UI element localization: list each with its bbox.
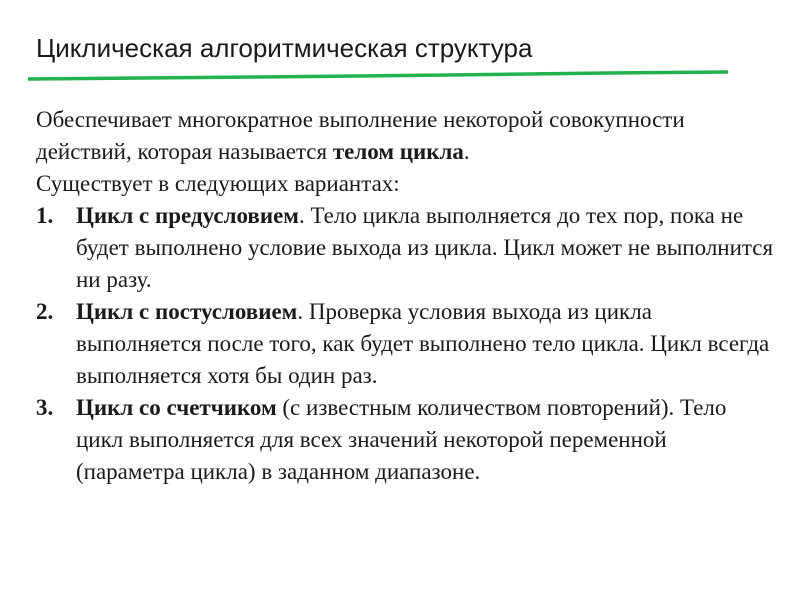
list-item-text: (с известным количеством повторений). Тело цикл выполняется для всех значений некоторой переменной (параметра цикла) в заданном диапазоне. — [76, 395, 727, 484]
intro-paragraph — [36, 104, 776, 168]
slide-title: Циклическая алгоритмическая структура — [36, 33, 533, 63]
list-item-text: . Тело цикла выполняется до тех пор, пока не будет выполнено условие выхода из цикла. Цикл может не выполнится ни разу. — [76, 203, 774, 292]
list-item-number: 3. — [36, 395, 54, 420]
title-underline — [28, 68, 728, 82]
list-item-text: . Проверка условия выхода из цикла выполняется после того, как будет выполнено тело цикла. Цикл всегда выполняется хотя бы один раз. — [76, 299, 770, 388]
intro-end: . — [463, 139, 470, 164]
list-item — [36, 200, 776, 296]
list-item-number: 2. — [36, 299, 54, 324]
list-item — [36, 296, 776, 392]
list-item-title: Цикл с постусловием — [76, 299, 298, 324]
list-item-title: Цикл со счетчиком — [76, 395, 277, 420]
variants-list — [36, 200, 776, 488]
list-item — [36, 392, 776, 488]
variants-intro: Существует в следующих вариантах: — [36, 171, 400, 196]
intro-text: Обеспечивает многократное выполнение некоторой совокупности действий, которая называется — [36, 107, 685, 164]
intro-bold-term: телом цикла — [332, 139, 464, 164]
slide-body — [36, 104, 776, 488]
list-item-title: Цикл с предусловием — [76, 203, 299, 228]
list-item-number: 1. — [36, 203, 54, 228]
